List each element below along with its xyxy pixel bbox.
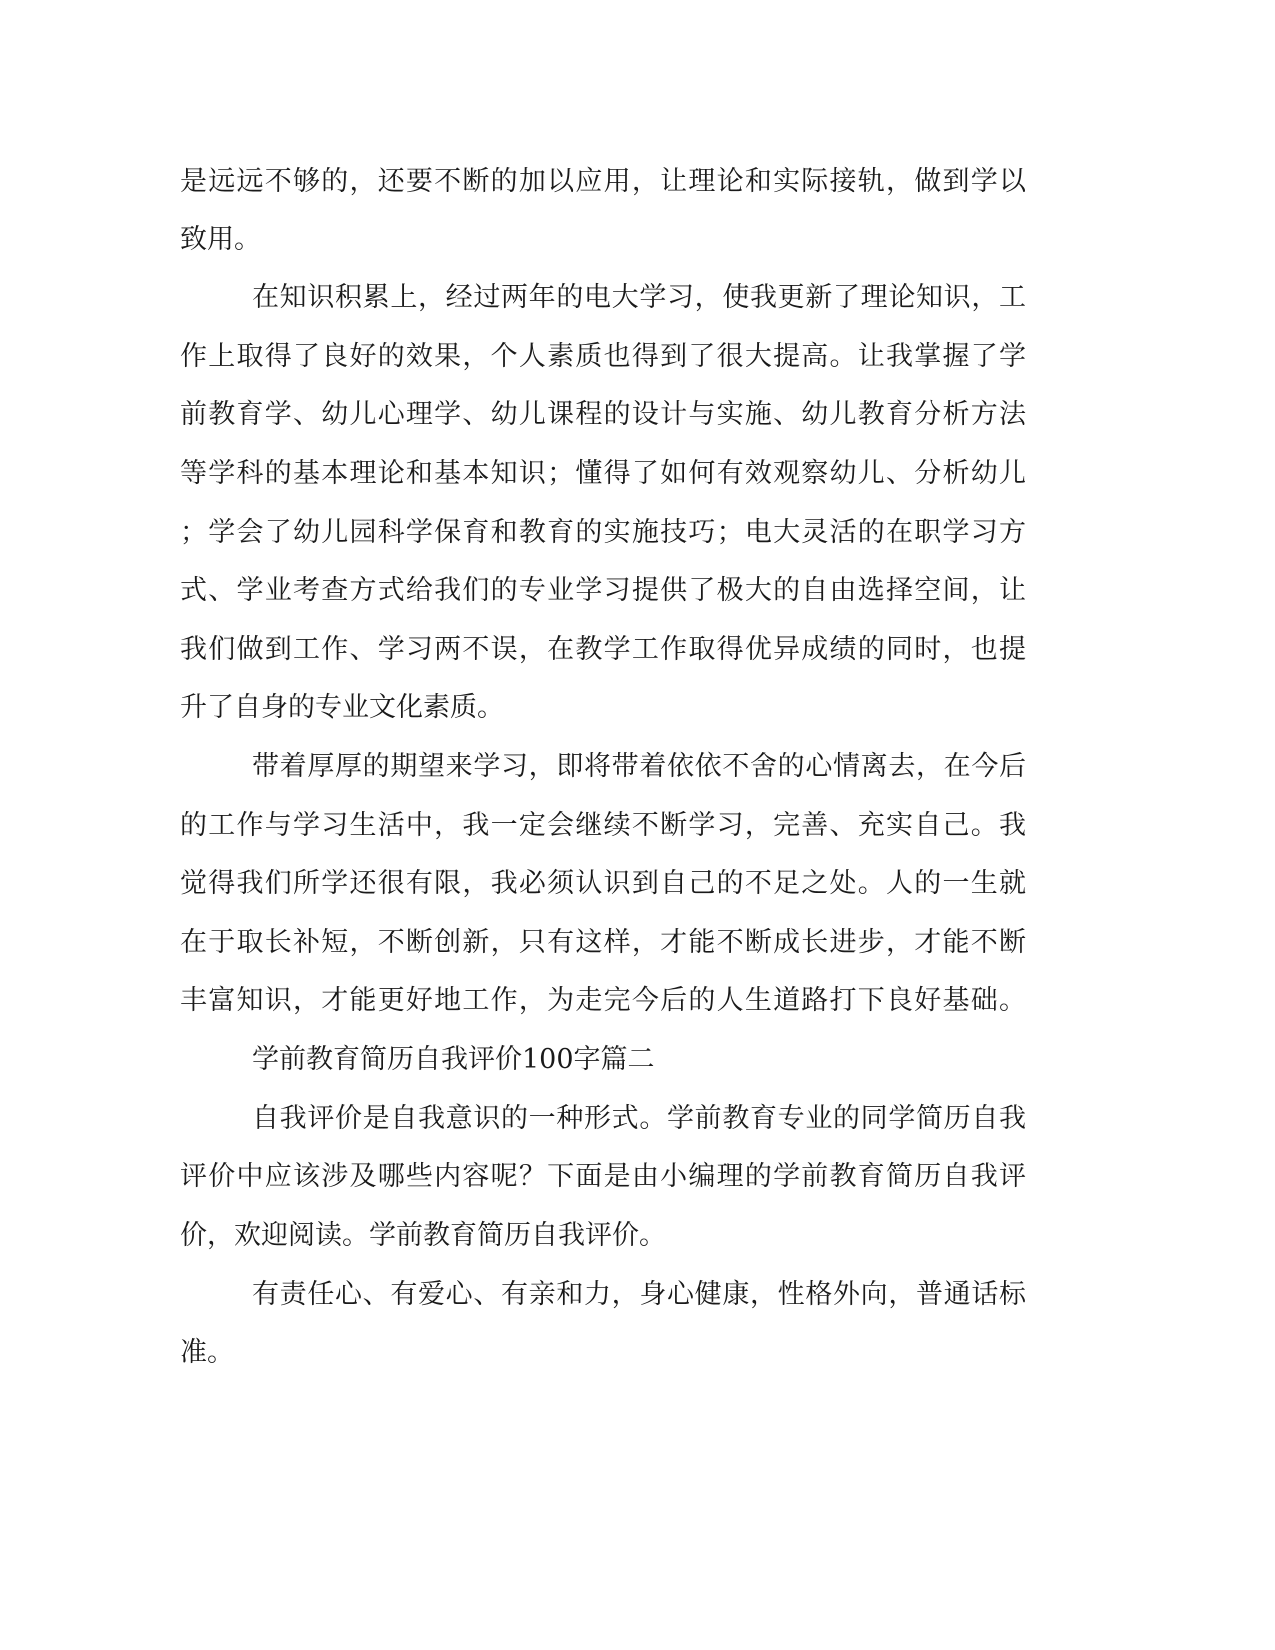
paragraph-line: 是远远不够的，还要不断的加以应用，让理论和实际接轨，做到学以 (180, 166, 1026, 197)
paragraph-line: 等学科的基本理论和基本知识；懂得了如何有效观察幼儿、分析幼儿 (180, 458, 1026, 489)
paragraph-line: 丰富知识，才能更好地工作，为走完今后的人生道路打下良好基础。 (180, 985, 1026, 1016)
section-heading: 学前教育简历自我评价100字篇二 (252, 1044, 655, 1075)
paragraph-line: 有责任心、有爱心、有亲和力，身心健康，性格外向，普通话标 (252, 1279, 1026, 1310)
paragraph-line: 自我评价是自我意识的一种形式。学前教育专业的同学简历自我 (252, 1103, 1026, 1134)
paragraph-line: 在知识积累上，经过两年的电大学习，使我更新了理论知识，工 (252, 282, 1026, 313)
paragraph-line: 前教育学、幼儿心理学、幼儿课程的设计与实施、幼儿教育分析方法 (180, 399, 1026, 430)
paragraph-line: 式、学业考查方式给我们的专业学习提供了极大的自由选择空间，让 (180, 575, 1026, 606)
paragraph-line: 的工作与学习生活中，我一定会继续不断学习，完善、充实自己。我 (180, 810, 1026, 841)
paragraph-line: 致用。 (180, 224, 261, 255)
paragraph-line: 评价中应该涉及哪些内容呢？下面是由小编理的学前教育简历自我评 (180, 1161, 1026, 1192)
paragraph-line: 在于取长补短，不断创新，只有这样，才能不断成长进步，才能不断 (180, 927, 1026, 958)
paragraph-line: 觉得我们所学还很有限，我必须认识到自己的不足之处。人的一生就 (180, 868, 1026, 899)
paragraph-line: ；学会了幼儿园科学保育和教育的实施技巧；电大灵活的在职学习方 (180, 517, 1026, 548)
paragraph-line: 作上取得了良好的效果，个人素质也得到了很大提高。让我掌握了学 (180, 341, 1026, 372)
paragraph-line: 准。 (180, 1337, 234, 1368)
paragraph-line: 升了自身的专业文化素质。 (180, 692, 504, 723)
paragraph-line: 带着厚厚的期望来学习，即将带着依依不舍的心情离去，在今后 (252, 751, 1026, 782)
paragraph-line: 我们做到工作、学习两不误，在教学工作取得优异成绩的同时，也提 (180, 634, 1026, 665)
paragraph-line: 价，欢迎阅读。学前教育简历自我评价。 (180, 1220, 666, 1251)
